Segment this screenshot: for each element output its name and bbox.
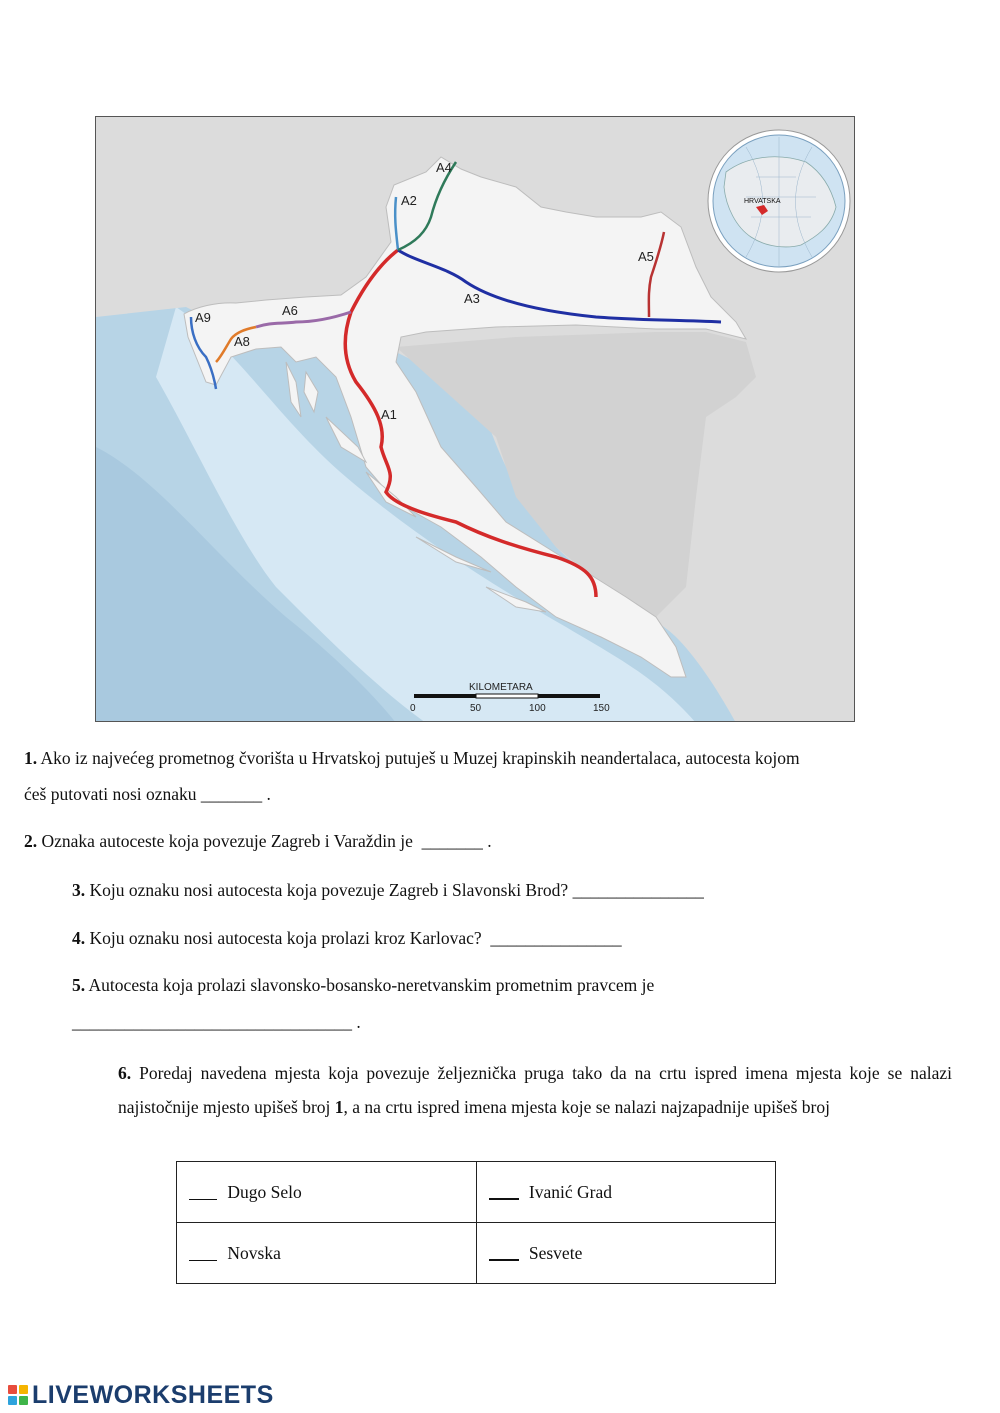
logo-square [8, 1385, 17, 1394]
globe-label: HRVATSKA [744, 198, 781, 205]
question-6-number: 6. [118, 1063, 132, 1083]
place-name: Ivanić Grad [528, 1181, 612, 1202]
label-a8: A8 [234, 334, 250, 349]
place-name: Novska [227, 1242, 281, 1263]
question-1-line-1 [24, 750, 800, 768]
table-cell [177, 1162, 477, 1223]
croatia-highway-map [95, 116, 855, 722]
table-cell [177, 1223, 477, 1284]
scale-tick-50: 50 [470, 703, 482, 714]
question-1-number: 1. [24, 748, 38, 768]
liveworksheets-logo[interactable] [8, 1381, 274, 1409]
globe-inset [708, 130, 850, 272]
label-a1: A1 [381, 407, 397, 422]
question-3 [72, 882, 704, 900]
label-a4: A4 [436, 160, 452, 175]
map-svg [96, 117, 855, 722]
question-5-text: Autocesta koja prolazi slavonsko-bosansko-neretvanskim prometnim pravcem je [88, 975, 655, 995]
place-name: Dugo Selo [227, 1181, 302, 1202]
label-a2: A2 [401, 193, 417, 208]
question-6-text-a: Poredaj navedena mjesta koja povezuje željeznička pruga tako da na crtu ispred imena mjesta koje se nalazi najistočnije mjesto upišeš broj [118, 1063, 953, 1117]
question-4-text[interactable]: Koju oznaku nosi autocesta koja prolazi kroz Karlovac? _______________ [89, 928, 622, 948]
place-order-blank[interactable] [189, 1199, 217, 1200]
logo-square [8, 1396, 17, 1405]
question-1-line-2 [24, 786, 271, 804]
question-2-number: 2. [24, 831, 38, 851]
question-5-line-2 [72, 1014, 361, 1032]
question-2 [24, 833, 492, 851]
place-order-blank[interactable] [489, 1198, 519, 1200]
question-3-number: 3. [72, 880, 86, 900]
scale-tick-150: 150 [593, 703, 610, 714]
question-2-text[interactable]: Oznaka autoceste koja povezuje Zagreb i Varaždin je _______ . [41, 831, 492, 851]
question-4-number: 4. [72, 928, 86, 948]
question-5-number: 5. [72, 975, 86, 995]
table-row [177, 1223, 776, 1284]
question-6 [118, 1056, 952, 1124]
place-order-blank[interactable] [489, 1259, 519, 1261]
place-name: Sesvete [528, 1242, 583, 1263]
question-5-line-1 [72, 977, 654, 995]
logo-square [19, 1396, 28, 1405]
place-order-blank[interactable] [189, 1260, 217, 1261]
table-cell [476, 1223, 776, 1284]
scale-title: KILOMETARA [469, 682, 533, 693]
brand-text: LIVEWORKSHEETS [32, 1380, 274, 1409]
question-5-answer-line[interactable]: ________________________________ . [72, 1012, 361, 1032]
question-6-bold-1: 1 [334, 1097, 344, 1117]
label-a5: A5 [638, 249, 654, 264]
label-a9: A9 [195, 310, 211, 325]
liveworksheets-logo-icon [8, 1385, 28, 1405]
label-a3: A3 [464, 291, 480, 306]
question-3-text[interactable]: Koju oznaku nosi autocesta koja povezuje Zagreb i Slavonski Brod? _______________ [89, 880, 704, 900]
question-1-answer-line[interactable]: ćeš putovati nosi oznaku _______ . [24, 784, 271, 804]
scale-tick-100: 100 [529, 703, 546, 714]
label-a6: A6 [282, 303, 298, 318]
scale-tick-0: 0 [410, 703, 416, 714]
question-1-text: Ako iz najvećeg prometnog čvorišta u Hrvatskoj putuješ u Muzej krapinskih neandertalaca, autocesta kojom [40, 748, 800, 768]
question-6-text-b: , a na crtu ispred imena mjesta koje se nalazi najzapadnije upišeš broj [343, 1097, 830, 1117]
logo-square [19, 1385, 28, 1394]
table-cell [476, 1162, 776, 1223]
table-row [177, 1162, 776, 1223]
question-4 [72, 930, 622, 948]
places-table [176, 1161, 776, 1284]
